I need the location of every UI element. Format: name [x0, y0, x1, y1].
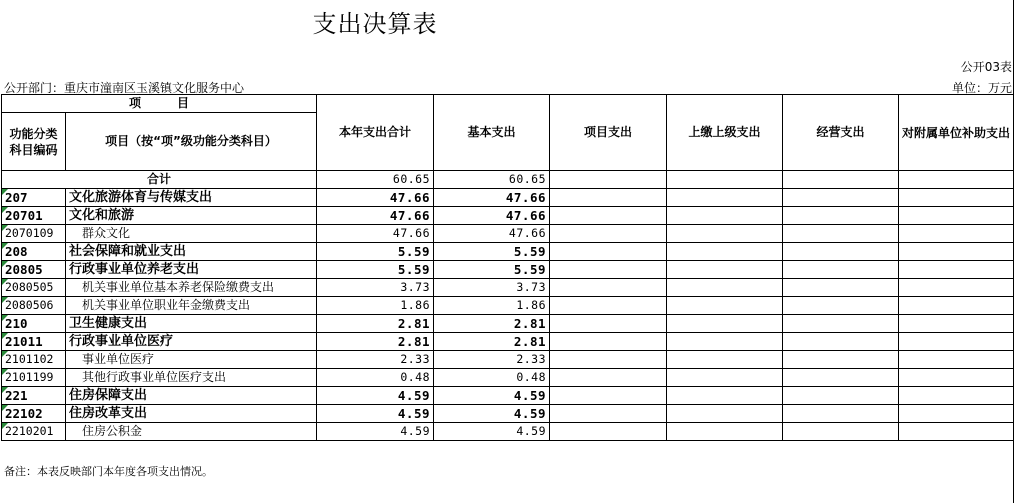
- row-business: [783, 243, 899, 261]
- row-upper: [667, 225, 783, 243]
- row-subsidy: [899, 405, 1014, 423]
- row-name: 社会保障和就业支出: [66, 243, 317, 261]
- row-business: [783, 405, 899, 423]
- row-upper: [667, 315, 783, 333]
- row-total: 1.86: [317, 297, 434, 315]
- row-code: 2080506: [2, 297, 66, 315]
- footnote: 备注：本表反映部门本年度各项支出情况。: [4, 465, 213, 478]
- row-name: 文化旅游体育与传媒支出: [66, 189, 317, 207]
- total-business: [783, 171, 899, 189]
- row-project: [550, 315, 667, 333]
- header-basic: 基本支出: [434, 95, 550, 171]
- row-project: [550, 207, 667, 225]
- row-project: [550, 423, 667, 441]
- row-name: 文化和旅游: [66, 207, 317, 225]
- table-row: [2, 423, 1014, 441]
- table-row: [2, 351, 1014, 369]
- table-row: [2, 189, 1014, 207]
- row-total: 0.48: [317, 369, 434, 387]
- row-business: [783, 369, 899, 387]
- header-business: 经营支出: [783, 95, 899, 171]
- table-row: [2, 207, 1014, 225]
- table-row: [2, 297, 1014, 315]
- row-name: 其他行政事业单位医疗支出: [66, 369, 317, 387]
- row-upper: [667, 369, 783, 387]
- row-basic: 3.73: [434, 279, 550, 297]
- table-row: [2, 261, 1014, 279]
- row-total: 5.59: [317, 261, 434, 279]
- row-project: [550, 279, 667, 297]
- row-name: 事业单位医疗: [66, 351, 317, 369]
- row-basic: 2.81: [434, 333, 550, 351]
- row-business: [783, 423, 899, 441]
- row-total: 47.66: [317, 225, 434, 243]
- row-business: [783, 333, 899, 351]
- row-project: [550, 243, 667, 261]
- row-business: [783, 261, 899, 279]
- row-name: 行政事业单位医疗: [66, 333, 317, 351]
- row-name: 住房公积金: [66, 423, 317, 441]
- row-total: 3.73: [317, 279, 434, 297]
- total-upper: [667, 171, 783, 189]
- row-business: [783, 315, 899, 333]
- row-code: 21011: [2, 333, 66, 351]
- row-total: 47.66: [317, 207, 434, 225]
- department-label: 公开部门：重庆市潼南区玉溪镇文化服务中心: [4, 81, 245, 95]
- unit-label: 单位：万元: [951, 81, 1012, 95]
- total-row: [2, 171, 1014, 189]
- row-basic: 47.66: [434, 225, 550, 243]
- row-subsidy: [899, 297, 1014, 315]
- row-subsidy: [899, 351, 1014, 369]
- row-total: 2.33: [317, 351, 434, 369]
- table-row: [2, 315, 1014, 333]
- row-upper: [667, 207, 783, 225]
- sheet-code: 公开03表: [960, 60, 1012, 74]
- table-row: [2, 333, 1014, 351]
- row-upper: [667, 423, 783, 441]
- row-business: [783, 279, 899, 297]
- table-row: [2, 279, 1014, 297]
- row-project: [550, 351, 667, 369]
- row-basic: 47.66: [434, 189, 550, 207]
- header-subsidy: 对附属单位补助支出: [899, 95, 1014, 171]
- row-project: [550, 333, 667, 351]
- row-basic: 4.59: [434, 387, 550, 405]
- row-upper: [667, 387, 783, 405]
- row-business: [783, 225, 899, 243]
- row-subsidy: [899, 279, 1014, 297]
- header-project: 项目支出: [550, 95, 667, 171]
- row-code: 2210201: [2, 423, 66, 441]
- row-code: 207: [2, 189, 66, 207]
- page-title: 支出决算表: [312, 10, 438, 38]
- row-total: 4.59: [317, 387, 434, 405]
- total-subsidy: [899, 171, 1014, 189]
- row-total: 4.59: [317, 423, 434, 441]
- row-subsidy: [899, 369, 1014, 387]
- table-row: [2, 225, 1014, 243]
- row-name: 机关事业单位基本养老保险缴费支出: [66, 279, 317, 297]
- row-subsidy: [899, 261, 1014, 279]
- total-project: [550, 171, 667, 189]
- header-total: 本年支出合计: [317, 95, 434, 171]
- row-project: [550, 225, 667, 243]
- header-code: 功能分类科目编码: [2, 113, 66, 171]
- row-code: 2070109: [2, 225, 66, 243]
- row-upper: [667, 405, 783, 423]
- row-project: [550, 297, 667, 315]
- row-business: [783, 387, 899, 405]
- row-subsidy: [899, 387, 1014, 405]
- row-name: 机关事业单位职业年金缴费支出: [66, 297, 317, 315]
- row-upper: [667, 333, 783, 351]
- row-project: [550, 261, 667, 279]
- row-basic: 2.33: [434, 351, 550, 369]
- total-basic: 60.65: [434, 171, 550, 189]
- row-name: 群众文化: [66, 225, 317, 243]
- header-row-1: [2, 95, 1014, 113]
- expenditure-table: [1, 94, 1014, 441]
- row-total: 2.81: [317, 333, 434, 351]
- row-total: 2.81: [317, 315, 434, 333]
- row-code: 20701: [2, 207, 66, 225]
- row-upper: [667, 297, 783, 315]
- total-label: 合计: [2, 171, 317, 189]
- row-code: 208: [2, 243, 66, 261]
- row-project: [550, 387, 667, 405]
- row-total: 5.59: [317, 243, 434, 261]
- row-name: 住房保障支出: [66, 387, 317, 405]
- row-subsidy: [899, 207, 1014, 225]
- row-business: [783, 207, 899, 225]
- row-subsidy: [899, 243, 1014, 261]
- row-basic: 0.48: [434, 369, 550, 387]
- row-basic: 5.59: [434, 261, 550, 279]
- row-project: [550, 369, 667, 387]
- row-total: 47.66: [317, 189, 434, 207]
- row-code: 22102: [2, 405, 66, 423]
- table-row: [2, 369, 1014, 387]
- row-basic: 47.66: [434, 207, 550, 225]
- row-upper: [667, 351, 783, 369]
- row-upper: [667, 189, 783, 207]
- row-name: 住房改革支出: [66, 405, 317, 423]
- row-upper: [667, 261, 783, 279]
- row-upper: [667, 243, 783, 261]
- row-upper: [667, 279, 783, 297]
- row-code: 2101199: [2, 369, 66, 387]
- row-basic: 4.59: [434, 405, 550, 423]
- row-basic: 2.81: [434, 315, 550, 333]
- row-subsidy: [899, 225, 1014, 243]
- row-business: [783, 297, 899, 315]
- row-basic: 5.59: [434, 243, 550, 261]
- row-total: 4.59: [317, 405, 434, 423]
- header-item-group: 项 目: [2, 95, 317, 113]
- row-code: 210: [2, 315, 66, 333]
- row-subsidy: [899, 315, 1014, 333]
- row-code: 2101102: [2, 351, 66, 369]
- row-project: [550, 405, 667, 423]
- table-row: [2, 405, 1014, 423]
- row-project: [550, 189, 667, 207]
- row-code: 221: [2, 387, 66, 405]
- row-subsidy: [899, 423, 1014, 441]
- header-item-name: 项目（按“项”级功能分类科目）: [66, 113, 317, 171]
- row-basic: 1.86: [434, 297, 550, 315]
- row-business: [783, 189, 899, 207]
- header-upper: 上缴上级支出: [667, 95, 783, 171]
- total-amount: 60.65: [317, 171, 434, 189]
- row-code: 2080505: [2, 279, 66, 297]
- row-code: 20805: [2, 261, 66, 279]
- row-name: 行政事业单位养老支出: [66, 261, 317, 279]
- row-subsidy: [899, 189, 1014, 207]
- table-row: [2, 387, 1014, 405]
- row-basic: 4.59: [434, 423, 550, 441]
- table-row: [2, 243, 1014, 261]
- row-subsidy: [899, 333, 1014, 351]
- row-name: 卫生健康支出: [66, 315, 317, 333]
- row-business: [783, 351, 899, 369]
